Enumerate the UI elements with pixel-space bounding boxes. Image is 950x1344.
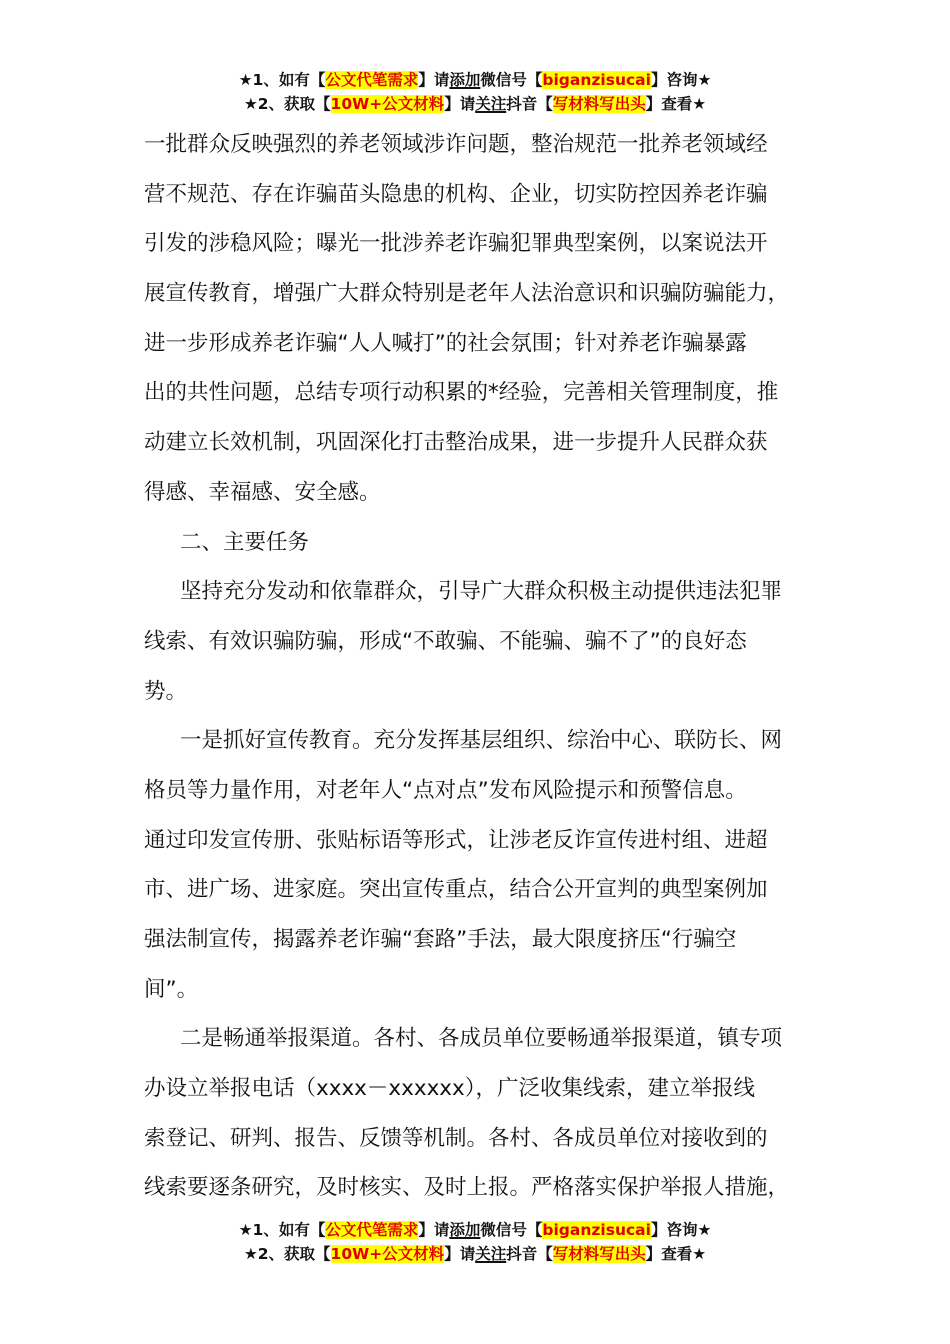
- banner-text: 抖音【: [506, 95, 553, 113]
- document-body: [144, 120, 824, 1213]
- body-line: 营不规范、存在诈骗苗头隐患的机构、企业，切实防控因养老诈骗: [144, 181, 768, 207]
- banner-text: 】请: [444, 95, 476, 113]
- banner-text: 】请: [444, 1245, 476, 1263]
- body-line: 办设立举报电话（xxxx－xxxxxx），广泛收集线索，建立举报线: [144, 1076, 755, 1102]
- banner-emphasis: 添加: [449, 1221, 481, 1239]
- banner-highlight: 公文代笔需求: [325, 71, 419, 89]
- body-line: 得感、幸福感、安全感。: [144, 479, 381, 505]
- banner-prefix: ★2、获取【: [243, 95, 331, 113]
- banner-text: 微信号【: [480, 1221, 543, 1239]
- body-line: 出的共性问题，总结专项行动积累的*经验，完善相关管理制度，推: [144, 380, 779, 406]
- banner-emphasis: 关注: [475, 95, 507, 113]
- body-line: 一是抓好宣传教育。充分发挥基层组织、综治中心、联防长、网: [180, 728, 783, 754]
- body-line: 线索要逐条研究，及时核实、及时上报。严格落实保护举报人措施，: [144, 1175, 790, 1201]
- body-line: 势。: [144, 678, 188, 704]
- body-line: 动建立长效机制，巩固深化打击整治成果，进一步提升人民群众获: [144, 430, 768, 456]
- banner-emphasis: 添加: [449, 71, 481, 89]
- wechat-id-highlight: biganzisucai: [542, 71, 651, 89]
- banner-text: 】请: [418, 71, 450, 89]
- banner-prefix: ★1、如有【: [238, 71, 326, 89]
- banner-prefix: ★1、如有【: [238, 1221, 326, 1239]
- body-line: 格员等力量作用，对老年人“点对点”发布风险提示和预警信息。: [144, 777, 747, 803]
- body-line: 间”。: [144, 976, 199, 1002]
- body-line: 一批群众反映强烈的养老领域涉诈问题，整治规范一批养老领域经: [144, 132, 768, 157]
- body-line: 市、进广场、进家庭。突出宣传重点，结合公开宣判的典型案例加: [144, 877, 768, 903]
- header-banner-line-2: [0, 92, 950, 116]
- body-line: 强法制宣传，揭露养老诈骗“套路”手法，最大限度挤压“行骗空: [144, 927, 737, 952]
- banner-prefix: ★2、获取【: [243, 1245, 331, 1263]
- footer-banner-line-2: [0, 1242, 950, 1266]
- body-line: 通过印发宣传册、张贴标语等形式，让涉老反诈宣传进村组、进超: [144, 827, 768, 853]
- banner-text: 微信号【: [480, 71, 543, 89]
- wechat-id-highlight: biganzisucai: [542, 1221, 651, 1239]
- banner-highlight: 公文代笔需求: [325, 1221, 419, 1239]
- body-line: 索登记、研判、报告、反馈等机制。各村、各成员单位对接收到的: [144, 1125, 768, 1151]
- body-line: 线索、有效识骗防骗，形成“不敢骗、不能骗、骗不了”的良好态: [144, 628, 747, 654]
- footer-banner: [0, 1218, 950, 1266]
- body-line: 二是畅通举报渠道。各村、各成员单位要畅通举报渠道，镇专项: [180, 1026, 783, 1052]
- banner-text: 】请: [418, 1221, 450, 1239]
- body-line: 展宣传教育，增强广大群众特别是老年人法治意识和识骗防骗能力，: [144, 281, 790, 307]
- section-heading: 二、主要任务: [180, 529, 310, 555]
- banner-suffix: 】查看★: [645, 95, 707, 113]
- header-banner: [0, 68, 950, 116]
- banner-highlight: 10W+公文材料: [330, 1245, 445, 1263]
- banner-suffix: 】咨询★: [650, 1221, 712, 1239]
- body-line: 进一步形成养老诈骗“人人喊打”的社会氛围；针对养老诈骗暴露: [144, 330, 747, 356]
- header-banner-line-1: [0, 68, 950, 92]
- footer-banner-line-1: [0, 1218, 950, 1242]
- banner-highlight: 10W+公文材料: [330, 95, 445, 113]
- douyin-id-highlight: 写材料写出头: [552, 1245, 646, 1263]
- banner-emphasis: 关注: [475, 1245, 507, 1263]
- banner-text: 抖音【: [506, 1245, 553, 1263]
- body-line: 坚持充分发动和依靠群众，引导广大群众积极主动提供违法犯罪: [180, 579, 783, 605]
- douyin-id-highlight: 写材料写出头: [552, 95, 646, 113]
- body-line: 引发的涉稳风险；曝光一批涉养老诈骗犯罪典型案例，以案说法开: [144, 231, 768, 257]
- banner-suffix: 】咨询★: [650, 71, 712, 89]
- banner-suffix: 】查看★: [645, 1245, 707, 1263]
